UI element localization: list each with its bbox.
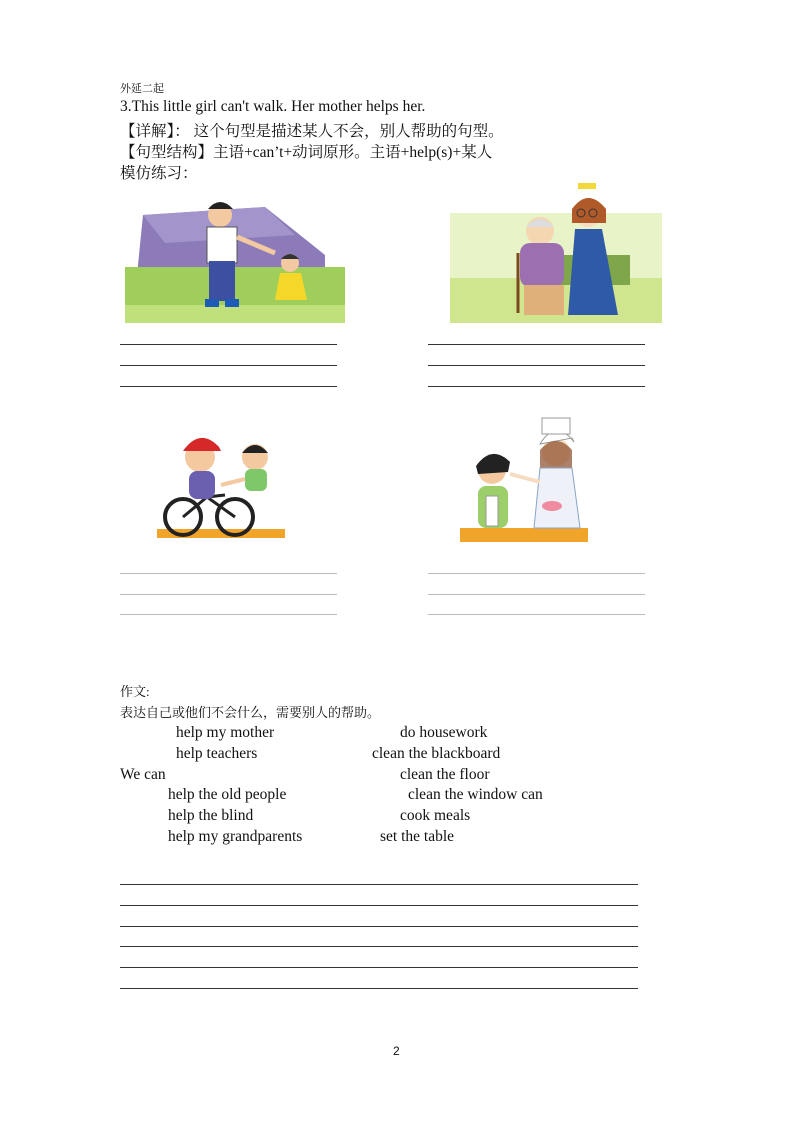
answer-line[interactable]	[428, 573, 645, 574]
writing-line[interactable]	[120, 946, 638, 947]
answer-line[interactable]	[120, 614, 337, 615]
father-helping-child-walk-illustration	[125, 195, 345, 323]
phrase-left: help the old people	[168, 786, 287, 803]
writing-line[interactable]	[120, 926, 638, 927]
phrase-right: do housework	[400, 724, 488, 741]
writing-line[interactable]	[120, 884, 638, 885]
boy-pushing-bicycle-illustration	[155, 425, 287, 542]
structure-note: 【句型结构】主语+can’t+动词原形。主语+help(s)+某人	[120, 144, 493, 161]
page-number: 2	[393, 1044, 400, 1058]
phrase-left: help my mother	[176, 724, 275, 741]
phrase-right: clean the blackboard	[372, 745, 501, 762]
answer-line[interactable]	[120, 344, 337, 345]
answer-line[interactable]	[120, 386, 337, 387]
phrase-right: set the table	[380, 828, 455, 845]
answer-line[interactable]	[428, 365, 645, 366]
answer-line[interactable]	[428, 386, 645, 387]
answer-line[interactable]	[120, 365, 337, 366]
composition-prompt: 表达自己或他们不会什么，需要别人的帮助。	[120, 705, 381, 720]
answer-line[interactable]	[428, 594, 645, 595]
writing-line[interactable]	[120, 905, 638, 906]
answer-line[interactable]	[120, 573, 337, 574]
phrase-left: help teachers	[176, 745, 258, 762]
phrase-left: help the blind	[168, 807, 254, 824]
answer-line[interactable]	[428, 344, 645, 345]
phrase-right: clean the floor	[400, 766, 490, 783]
writing-line[interactable]	[120, 967, 638, 968]
we-can-label: We can	[120, 766, 166, 783]
detail-note: 【详解】： 这个句型是描述某人不会，别人帮助的句型。	[120, 123, 504, 140]
phrase-left: help my grandparents	[168, 828, 303, 845]
practice-label: 模仿练习：	[120, 165, 198, 182]
girl-helping-old-man-illustration	[450, 183, 662, 323]
phrase-right: cook meals	[400, 807, 471, 824]
answer-line[interactable]	[120, 594, 337, 595]
example-sentence: 3.This little girl can't walk. Her mother helps her.	[120, 98, 426, 115]
writing-line[interactable]	[120, 988, 638, 989]
section-tag: 外延二起	[120, 83, 164, 95]
answer-line[interactable]	[428, 614, 645, 615]
nurse-feeding-patient-illustration	[460, 412, 590, 546]
composition-label: 作文:	[120, 684, 150, 699]
phrase-right: clean the window can	[408, 786, 543, 803]
